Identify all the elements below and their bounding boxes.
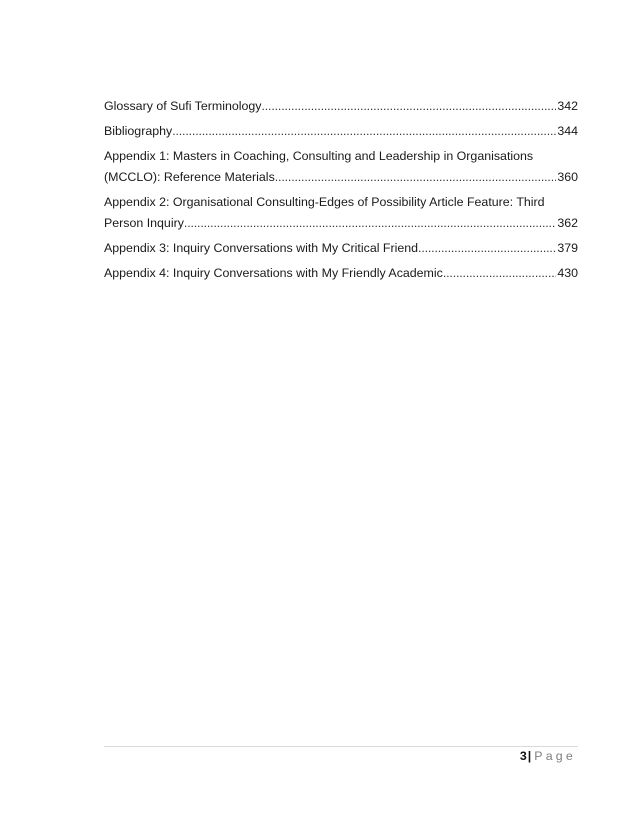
- page-footer: [520, 749, 576, 763]
- toc-entry-title: Bibliography: [104, 124, 173, 138]
- footer-page-number: 3: [519, 749, 527, 763]
- toc-entry-appendix-4[interactable]: [104, 263, 578, 284]
- toc-entry-line: [104, 263, 578, 284]
- table-of-contents: [104, 96, 578, 288]
- toc-entry-page-number: 360: [557, 170, 578, 184]
- toc-entry-appendix-2[interactable]: [104, 192, 578, 234]
- toc-entry-title-line-1: Appendix 1: Masters in Coaching, Consulting and Leadership in Organisations: [104, 149, 534, 163]
- toc-entry-line: [104, 96, 578, 117]
- toc-entry-title: Appendix 4: Inquiry Conversations with My Friendly Academic: [104, 266, 443, 280]
- toc-entry-title: Appendix 3: Inquiry Conversations with My Critical Friend: [104, 241, 419, 255]
- toc-entry-line: [104, 238, 578, 259]
- footer-separator: |: [527, 749, 532, 763]
- toc-entry-line: [104, 192, 578, 213]
- dot-leader: [275, 167, 557, 188]
- toc-entry-page-number: 430: [557, 266, 578, 280]
- toc-entry-bibliography[interactable]: [104, 121, 578, 142]
- toc-entry-title: Glossary of Sufi Terminology: [104, 99, 262, 113]
- dot-leader: [172, 121, 556, 142]
- toc-entry-line: [104, 167, 578, 188]
- toc-entry-title-line-2: (MCCLO): Reference Materials: [104, 170, 275, 184]
- dot-leader: [184, 213, 556, 234]
- dot-leader: [443, 263, 556, 284]
- toc-entry-appendix-1[interactable]: [104, 146, 578, 188]
- toc-entry-title-line-2: Person Inquiry: [104, 216, 184, 230]
- toc-entry-page-number: 379: [557, 241, 578, 255]
- footer-divider: [104, 746, 578, 747]
- toc-entry-page-number: 362: [557, 216, 578, 230]
- dot-leader: [418, 238, 556, 259]
- toc-entry-line: [104, 146, 578, 167]
- footer-page-label: Page: [534, 749, 576, 763]
- toc-entry-appendix-3[interactable]: [104, 238, 578, 259]
- toc-entry-glossary[interactable]: [104, 96, 578, 117]
- toc-entry-line: [104, 213, 578, 234]
- toc-entry-page-number: 344: [557, 124, 578, 138]
- toc-entry-page-number: 342: [557, 99, 578, 113]
- toc-entry-title-line-1: Appendix 2: Organisational Consulting-Edges of Possibility Article Feature: Third: [104, 195, 545, 209]
- toc-entry-line: [104, 121, 578, 142]
- dot-leader: [261, 96, 556, 117]
